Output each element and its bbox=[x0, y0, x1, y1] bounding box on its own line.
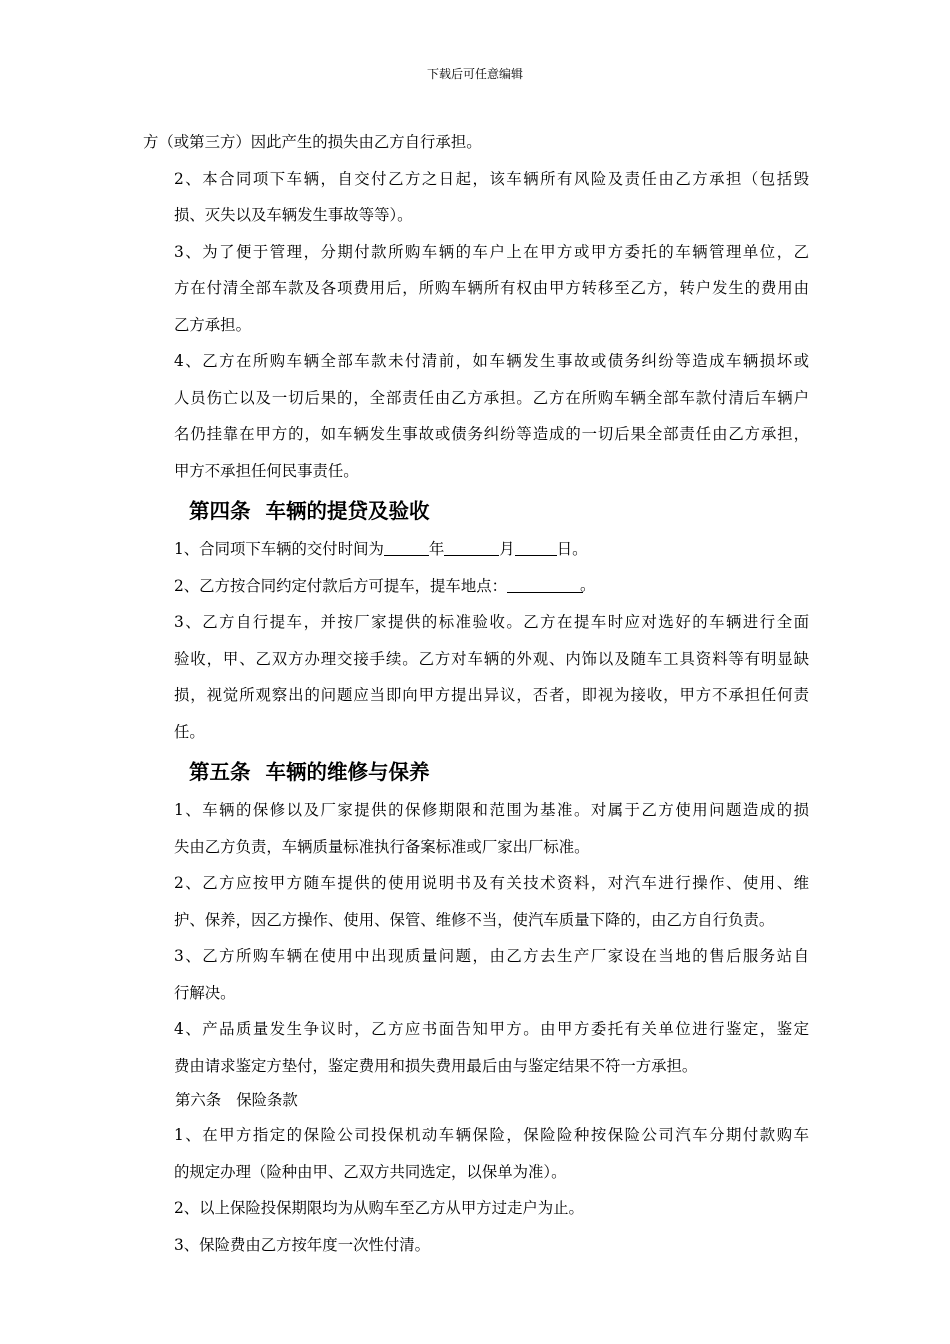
document-body bbox=[143, 124, 809, 1263]
text-line: 3、乙方所购车辆在使用中出现质量问题，由乙方去生产厂家设在当地的售后服务站自 bbox=[174, 947, 809, 965]
text-fragment: 年 bbox=[428, 540, 445, 558]
text-line: 3、乙方自行提车，并按厂家提供的标准验收。乙方在提车时应对选好的车辆进行全面 bbox=[174, 613, 809, 631]
section-title: 车辆的维修与保养 bbox=[265, 760, 430, 784]
paragraph bbox=[143, 343, 809, 489]
text-line: 行解决。 bbox=[174, 983, 236, 1002]
paragraph bbox=[143, 938, 809, 1011]
blank-field-day bbox=[515, 540, 557, 556]
text-fragment: 。 bbox=[580, 576, 596, 594]
section-number: 第五条 bbox=[189, 760, 251, 784]
text-line: 2、以上保险投保期限均为从购车至乙方从甲方过走户为止。 bbox=[174, 1199, 584, 1217]
text-line: 方（或第三方）因此产生的损失由乙方自行承担。 bbox=[143, 133, 482, 151]
text-line: 4、产品质量发生争议时，乙方应书面告知甲方。由甲方委托有关单位进行鉴定，鉴定 bbox=[174, 1020, 809, 1038]
text-line: 费由请求鉴定方垫付，鉴定费用和损失费用最后由与鉴定结果不符一方承担。 bbox=[174, 1056, 698, 1075]
section-number: 第六条 bbox=[175, 1091, 222, 1109]
text-line: 损、灭失以及车辆发生事故等等）。 bbox=[174, 206, 413, 224]
text-line: 乙方承担。 bbox=[174, 315, 251, 334]
paragraph bbox=[143, 531, 809, 568]
text-line: 失由乙方负责，车辆质量标准执行备案标准或厂家出厂标准。 bbox=[174, 837, 590, 856]
text-fragment: 1、合同项下车辆的交付时间为 bbox=[174, 540, 384, 558]
paragraph bbox=[143, 1190, 809, 1227]
paragraph bbox=[143, 792, 809, 865]
text-line: 护、保养，因乙方操作、使用、保管、维修不当，使汽车质量下降的，由乙方自行负责。 bbox=[174, 910, 775, 929]
paragraph bbox=[143, 1117, 809, 1190]
paragraph bbox=[143, 1011, 809, 1084]
section-heading-6 bbox=[143, 1084, 809, 1117]
section-title: 车辆的提贷及验收 bbox=[265, 499, 430, 523]
text-fragment: 2、乙方按合同约定付款后方可提车，提车地点： bbox=[174, 576, 507, 595]
text-line: 3、为了便于管理，分期付款所购车辆的车户上在甲方或甲方委托的车辆管理单位，乙 bbox=[174, 242, 809, 261]
text-line: 2、本合同项下车辆，自交付乙方之日起，该车辆所有风险及责任由乙方承担（包括毁 bbox=[174, 169, 809, 188]
blank-field-location bbox=[507, 576, 596, 594]
page-header: 下载后可任意编辑 bbox=[426, 67, 523, 81]
text-line: 甲方不承担任何民事责任。 bbox=[174, 461, 359, 480]
paragraph bbox=[143, 1227, 809, 1264]
paragraph bbox=[143, 604, 809, 750]
text-line: 2、乙方应按甲方随车提供的使用说明书及有关技术资料，对汽车进行操作、使用、维 bbox=[174, 874, 809, 892]
paragraph bbox=[143, 568, 809, 605]
text-line: 1、车辆的保修以及厂家提供的保修期限和范围为基准。对属于乙方使用问题造成的损 bbox=[174, 801, 809, 819]
paragraph bbox=[143, 234, 809, 344]
section-heading-4 bbox=[143, 491, 809, 531]
text-line: 1、在甲方指定的保险公司投保机动车辆保险，保险险种按保险公司汽车分期付款购车 bbox=[174, 1126, 809, 1144]
text-fragment: 日。 bbox=[556, 540, 588, 558]
text-line: 人员伤亡以及一切后果的，全部责任由乙方承担。乙方在所购车辆全部车款付清后车辆户 bbox=[174, 388, 809, 407]
text-line: 验收，甲、乙双方办理交接手续。乙方对车辆的外观、内饰以及随车工具资料等有明显缺 bbox=[174, 649, 809, 668]
paragraph bbox=[143, 124, 809, 161]
text-line: 方在付清全部车款及各项费用后，所购车辆所有权由甲方转移至乙方，转户发生的费用由 bbox=[174, 279, 809, 297]
blank-field-year bbox=[384, 540, 429, 556]
paragraph bbox=[143, 161, 809, 234]
text-line: 3、保险费由乙方按年度一次性付清。 bbox=[174, 1235, 431, 1254]
text-fragment: 月 bbox=[499, 540, 515, 558]
text-line: 任。 bbox=[174, 722, 205, 741]
text-line: 4、乙方在所购车辆全部车款未付清前，如车辆发生事故或债务纠纷等造成车辆损坏或 bbox=[174, 352, 809, 370]
section-heading-5 bbox=[143, 752, 809, 792]
paragraph bbox=[143, 865, 809, 938]
blank-field-month bbox=[444, 540, 499, 556]
text-line: 损，视觉所观察出的问题应当即向甲方提出异议，否者，即视为接收，甲方不承担任何责 bbox=[174, 686, 809, 704]
section-number: 第四条 bbox=[189, 499, 251, 523]
section-title: 保险条款 bbox=[236, 1091, 298, 1109]
text-line: 的规定办理（险种由甲、乙双方共同选定，以保单为准）。 bbox=[174, 1162, 567, 1181]
text-line: 名仍挂靠在甲方的，如车辆发生事故或债务纠纷等造成的一切后果全部责任由乙方承担， bbox=[174, 425, 809, 443]
